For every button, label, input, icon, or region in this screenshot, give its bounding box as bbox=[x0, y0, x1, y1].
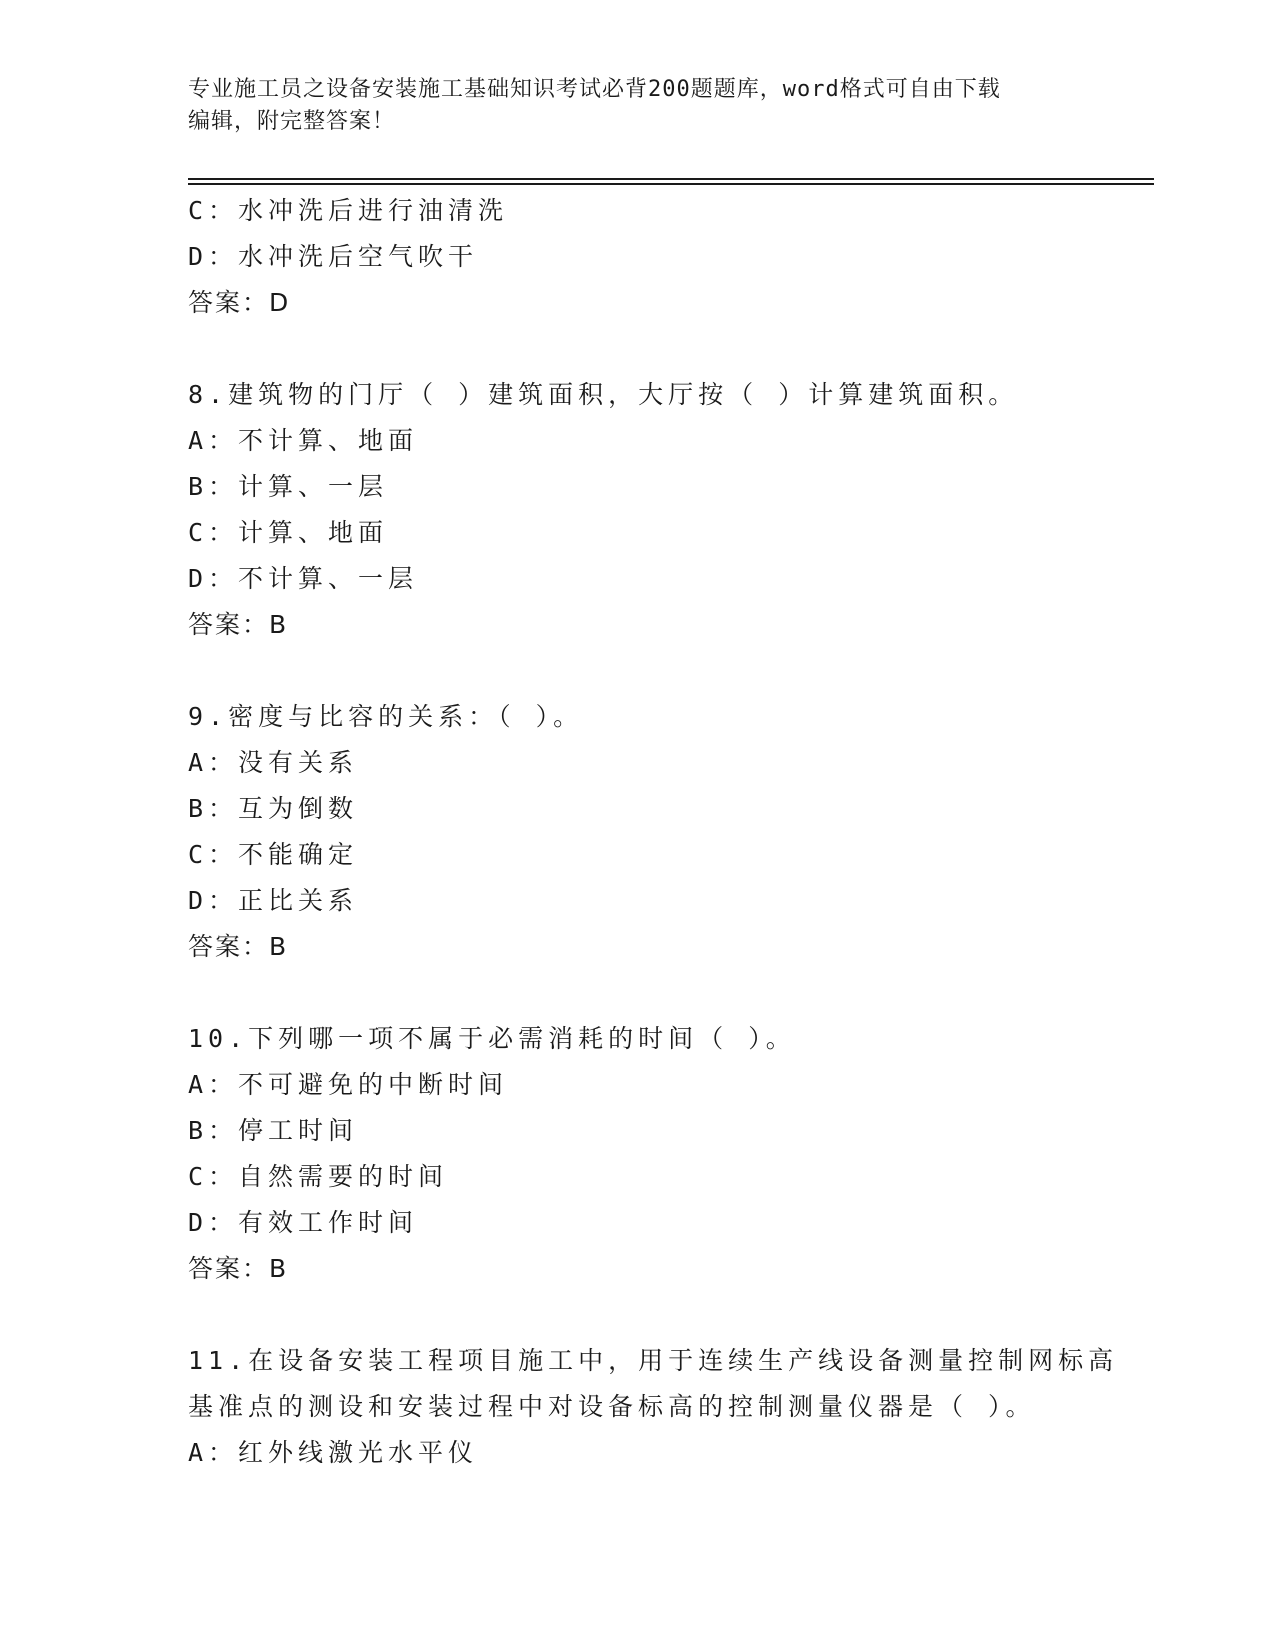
question-stem: 10.下列哪一项不属于必需消耗的时间（ ）。 bbox=[188, 1024, 796, 1053]
option-b: B：停工时间 bbox=[188, 1116, 359, 1145]
answer-label: 答案：B bbox=[188, 610, 289, 639]
answer-label: 答案：B bbox=[188, 932, 289, 961]
question-9 bbox=[188, 694, 1088, 970]
header-divider-bottom bbox=[188, 183, 1154, 185]
question-11 bbox=[188, 1338, 1119, 1476]
answer-label: 答案：B bbox=[188, 1254, 289, 1283]
option-d: D：有效工作时间 bbox=[188, 1208, 419, 1237]
option-a: A：红外线激光水平仪 bbox=[188, 1438, 479, 1467]
option-c: C：计算、地面 bbox=[188, 518, 389, 547]
option-c: C：不能确定 bbox=[188, 840, 359, 869]
header-divider-top bbox=[188, 178, 1154, 180]
option-a: A：不可避免的中断时间 bbox=[188, 1070, 509, 1099]
question-7-continued bbox=[188, 188, 1088, 326]
option-d: D：水冲洗后空气吹干 bbox=[188, 242, 479, 271]
question-8 bbox=[188, 372, 1088, 648]
spacer bbox=[188, 1292, 1088, 1338]
header-title-line-2: 编辑，附完整答案！ bbox=[188, 109, 396, 134]
question-stem-line-1: 11.在设备安装工程项目施工中，用于连续生产线设备测量控制网标高 bbox=[188, 1346, 1119, 1375]
option-c: C：自然需要的时间 bbox=[188, 1162, 449, 1191]
option-c: C：水冲洗后进行油清洗 bbox=[188, 196, 509, 225]
header-title-line-1: 专业施工员之设备安装施工基础知识考试必背200题题库，word格式可自由下载 bbox=[188, 77, 1001, 102]
option-d: D：不计算、一层 bbox=[188, 564, 419, 593]
option-a: A：没有关系 bbox=[188, 748, 359, 777]
option-a: A：不计算、地面 bbox=[188, 426, 419, 455]
option-b: B：互为倒数 bbox=[188, 794, 359, 823]
document-header bbox=[188, 74, 1088, 138]
question-stem: 9.密度与比容的关系：（ ）。 bbox=[188, 702, 584, 731]
option-d: D：正比关系 bbox=[188, 886, 359, 915]
spacer bbox=[188, 648, 1088, 694]
question-stem: 8.建筑物的门厅（ ）建筑面积，大厅按（ ）计算建筑面积。 bbox=[188, 380, 1019, 409]
question-stem-line-2: 基准点的测设和安装过程中对设备标高的控制测量仪器是（ ）。 bbox=[188, 1392, 1036, 1421]
question-10 bbox=[188, 1016, 1088, 1292]
spacer bbox=[188, 326, 1088, 372]
option-b: B：计算、一层 bbox=[188, 472, 389, 501]
answer-label: 答案：D bbox=[188, 288, 291, 317]
question-list bbox=[188, 188, 1119, 1476]
spacer bbox=[188, 970, 1088, 1016]
